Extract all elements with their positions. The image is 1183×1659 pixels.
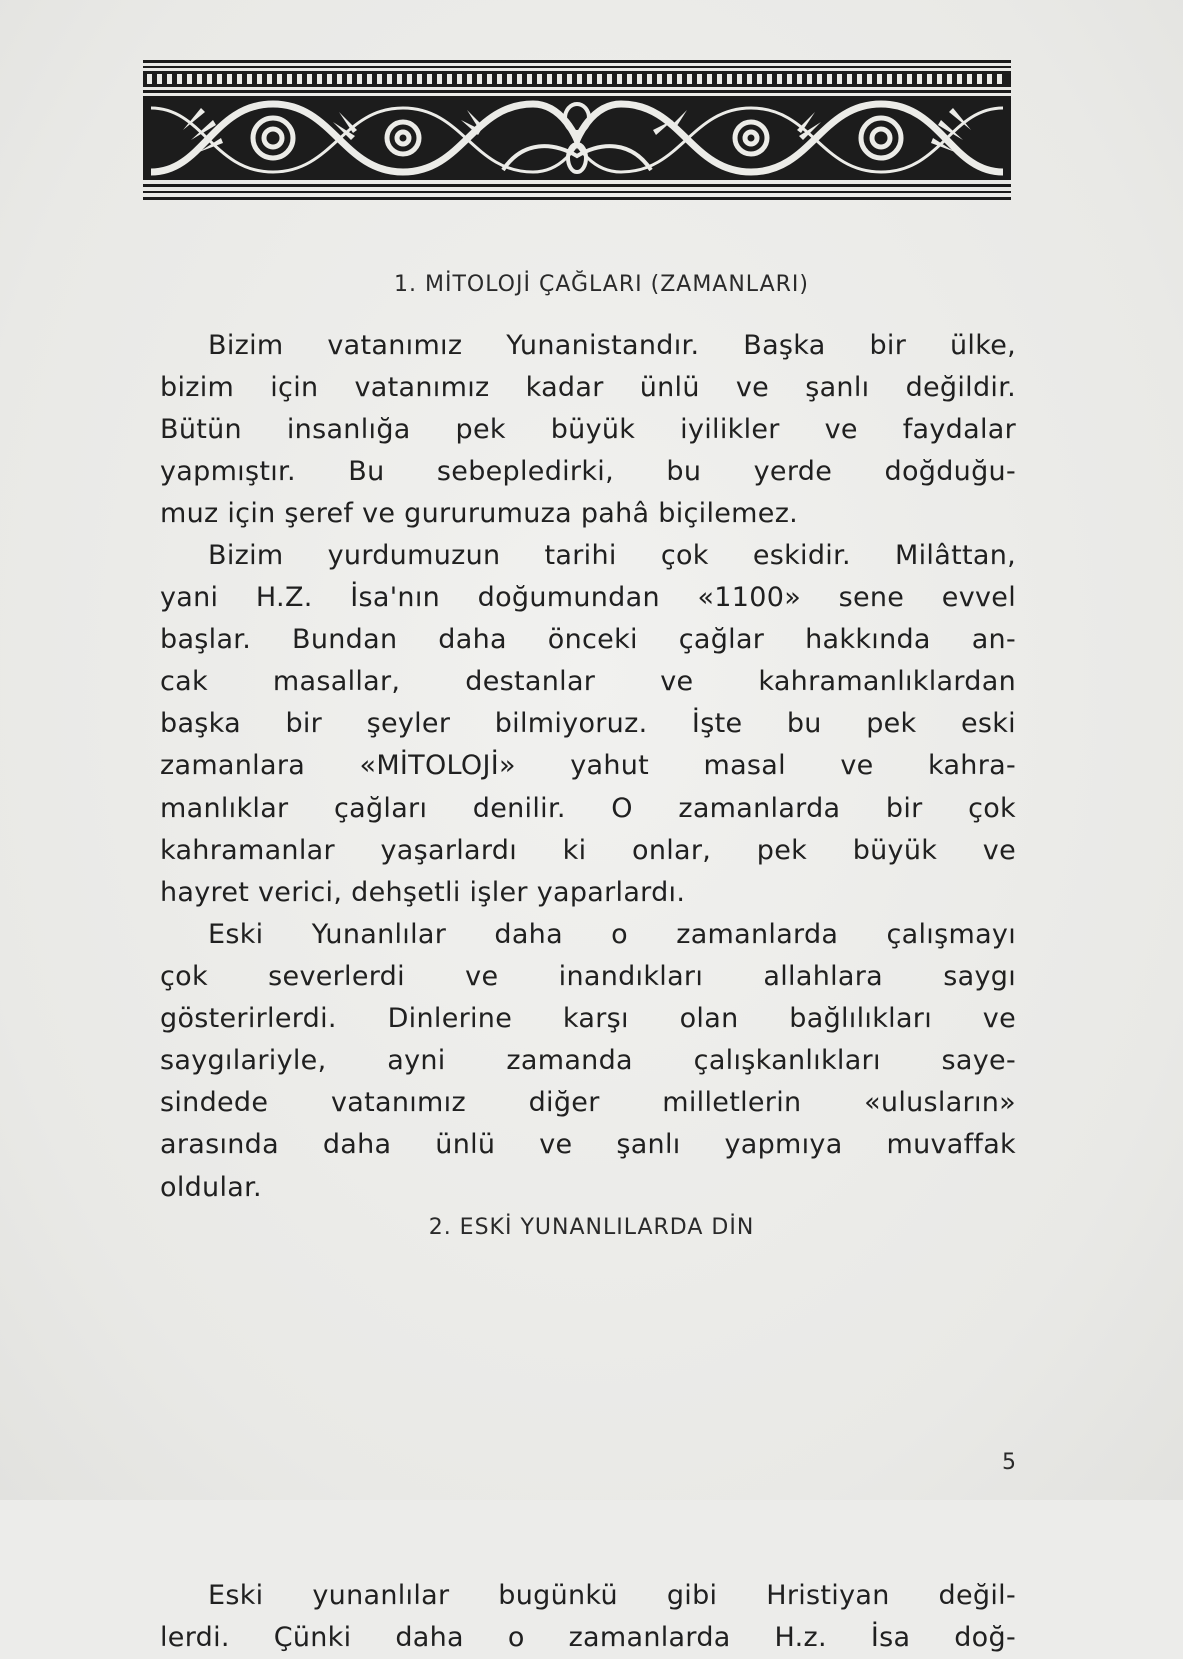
text-line: Eski Yunanlılar daha o zamanlarda çalışmayı — [208, 919, 1016, 950]
text-line: Bizim yurdumuzun tarihi çok eskidir. Milâttan, — [208, 540, 1016, 571]
paragraph — [160, 325, 1016, 535]
text-line: cak masallar, destanlar ve kahramanlıklardan — [160, 666, 1016, 698]
text-line: kahramanlar yaşarlardı ki onlar, pek büyük ve — [160, 834, 1016, 866]
text-line: sindede vatanımız diğer milletlerin «ulusların» — [160, 1087, 1016, 1119]
text-line: başka bir şeyler bilmiyoruz. İşte bu pek eski — [160, 708, 1016, 740]
text-line: başlar. Bundan daha önceki çağlar hakkında an- — [160, 624, 1016, 656]
text-line: çok severlerdi ve inandıkları allahlara saygı — [160, 961, 1016, 993]
paragraph — [160, 914, 1016, 1209]
text-line: lerdi. Çünki daha o zamanlarda H.z. İsa doğ- — [160, 1622, 1016, 1654]
text-line: saygılariyle, ayni zamanda çalışkanlıkları saye- — [160, 1045, 1016, 1077]
paragraph — [160, 535, 1016, 914]
text-line: yapmıştır. Bu sebepledirki, bu yerde doğduğu- — [160, 456, 1016, 488]
text-line: hayret verici, dehşetli işler yaparlardı. — [160, 876, 686, 908]
text-line: arasında daha ünlü ve şanlı yapmıya muvaffak — [160, 1129, 1016, 1161]
text-line: oldular. — [160, 1171, 262, 1203]
text-line: Bizim vatanımız Yunanistandır. Başka bir ülke, — [208, 330, 1016, 361]
ornamental-border-icon — [143, 60, 1011, 205]
text-line: manlıklar çağları denilir. O zamanlarda bir çok — [160, 792, 1016, 824]
text-line: yani H.Z. İsa'nın doğumundan «1100» sene evvel — [160, 582, 1016, 614]
text-line: bizim için vatanımız kadar ünlü ve şanlı değildir. — [160, 372, 1016, 404]
text-line: gösterirlerdi. Dinlerine karşı olan bağlılıkları ve — [160, 1003, 1016, 1035]
text-line: zamanlara «MİTOLOJİ» yahut masal ve kahra- — [160, 750, 1016, 782]
page-number: 5 — [1002, 1450, 1016, 1475]
section-heading: 1. MİTOLOJİ ÇAĞLARI (ZAMANLARI) — [394, 272, 809, 297]
section-heading: 2. ESKİ YUNANLILARDA DİN — [428, 1215, 755, 1240]
text-line: Eski yunanlılar bugünkü gibi Hristiyan değil- — [208, 1580, 1016, 1611]
paragraph — [160, 1575, 1016, 1659]
text-line: Bütün insanlığa pek büyük iyilikler ve faydalar — [160, 414, 1016, 446]
text-line: muz için şeref ve gururumuza pahâ biçilemez. — [160, 498, 799, 530]
